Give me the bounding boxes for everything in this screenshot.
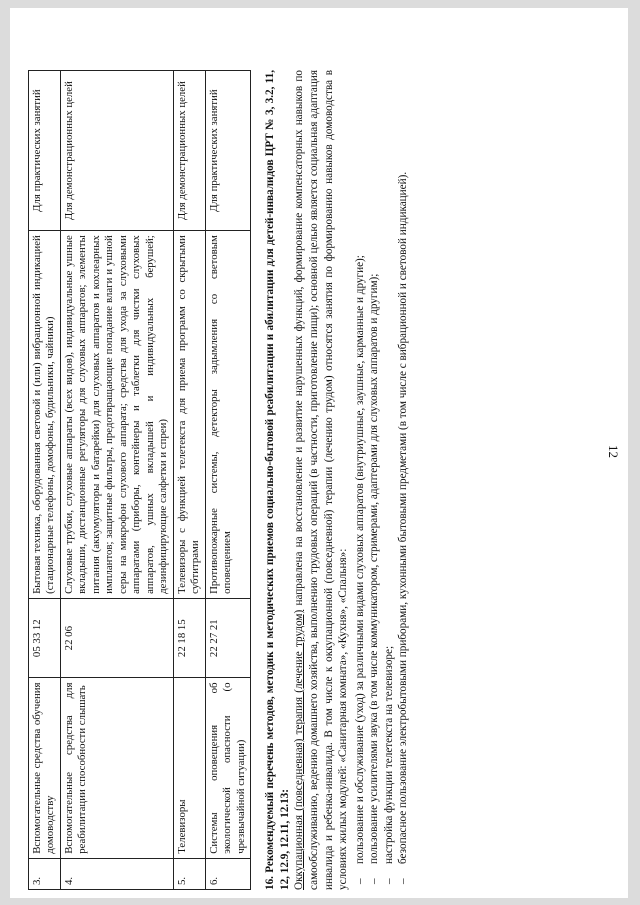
description-cell: Противопожарные системы, детекторы задымления со световым оповещением [205,231,250,599]
description-cell: Слуховые трубки, слуховые аппараты (всех видов), индивидуальные ушные вкладыши, дистанционные регуляторы для слуховых аппаратов; элементы питания (аккумуляторы и батарейки) для слуховых аппаратов и кохлеарных имплантов; защитные фильтры, предотвращающие попадание влаги и ушной серы на микрофон слухового аппарата; средства для ухода за слуховыми аппаратами (приборы, контейнеры и таблетки для чистки слуховых аппаратов, ушных вкладышей и индивидуальных берушей; дезинфицирующие салфетки и спреи) [60,231,173,599]
lead-underlined: Оккупационная (повседневная) терапия (лечение трудом) [293,609,306,890]
aid-name-cell: Телевизоры [173,678,205,858]
section-heading: 16. Рекомендуемый перечень методов, методик и методических приемов социально-бытовой реабилитации и абилитации для детей-инвалидов ЦРТ № 3, 3.2, 11, 12, 12.9, 12.11, 12.13: [264,70,291,890]
code-cell: 05 33 12 [29,598,61,678]
page-number: 12 [606,445,621,458]
bullet-item: – пользование усилителями звука (в том числе коммуникатором, стримерами, адаптерами для слуховых аппаратов и другим); [367,70,382,890]
code-cell: 22 18 15 [173,598,205,678]
description-cell: Бытовая техника, оборудованная световой и (или) вибрационной индикацией (стационарные телефоны, домофоны, будильники, чайники) [29,231,61,599]
page-content [28,70,411,890]
description-cell: Телевизоры с функцией телетекста для приема программ со скрытыми субтитрами [173,231,205,599]
rehab-aids-table [28,70,251,890]
purpose-cell: Для демонстрационных целей [60,71,173,231]
bullet-item: – пользование и обслуживание (уход) за различными видами слуховых аппаратов (внутриушные, заушные, карманные и другие); [353,70,368,890]
purpose-cell: Для демонстрационных целей [173,71,205,231]
lead-rest: направлена на восстановление и развитие нарушенных функций, формирование компенсаторных навыков по самообслуживанию, ведению домашнего хозяйства, выполнению трудовых операций (в частности, приготовление пищи); основной целью является социальная адаптация инвалида и ребенка-инвалида. В том числе к оккупационной (повседневной) терапии (лечению трудом) относятся занятия по формированию навыков домоводства в условиях жилых модулей: «Санитарная комната», «Кухня», «Спальня»: [293,70,350,890]
aid-name-cell: Вспомогательные средства обучения домоводству [29,678,61,858]
section-lead [292,70,350,890]
bullet-item: – настройка функции телетекста на телевизоре; [382,70,397,890]
row-number-cell: 5. [173,858,205,889]
section-16 [263,70,411,890]
code-cell: 22 27 21 [205,598,250,678]
row-number-cell: 3. [29,858,61,889]
bullet-item: – безопасное пользование электробытовыми приборами, кухонными бытовыми предметами (в том числе с вибрационной и световой индикацией). [396,70,411,890]
aid-name-cell: Системы оповещения об экологической опасности (о чрезвычайной ситуации) [205,678,250,858]
document-page [10,8,628,898]
bullet-list [353,70,411,890]
aid-name-cell: Вспомогательные средства для реабилитации способности слышать [60,678,173,858]
purpose-cell: Для практических занятий [205,71,250,231]
code-cell: 22 06 [60,598,173,678]
table-row [29,71,61,890]
table-row [205,71,250,890]
table-row [173,71,205,890]
purpose-cell: Для практических занятий [29,71,61,231]
table-row [60,71,173,890]
row-number-cell: 6. [205,858,250,889]
rotated-content [10,8,628,898]
row-number-cell: 4. [60,858,173,889]
